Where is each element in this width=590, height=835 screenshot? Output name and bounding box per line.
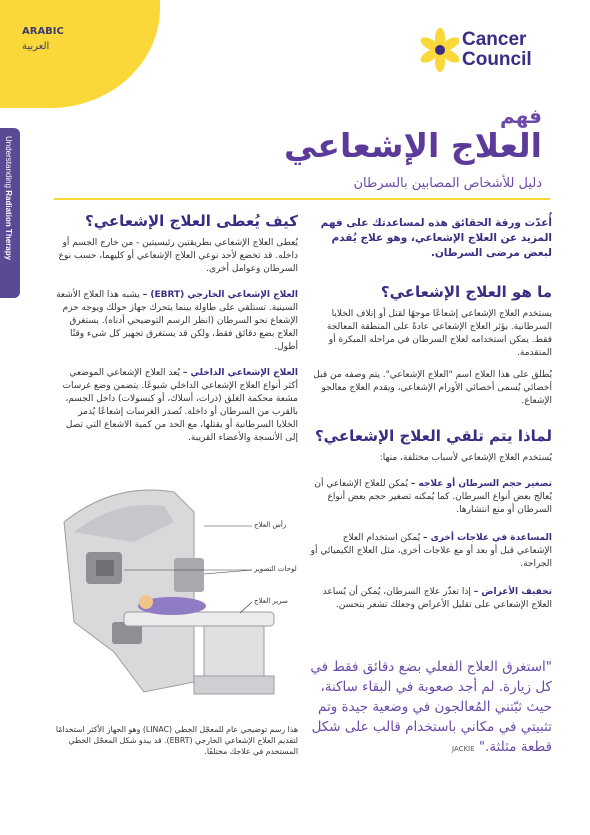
left-column	[54, 212, 298, 454]
side-tab-bold: Radiation Therapy	[4, 190, 13, 261]
ebrt-paragraph	[54, 289, 298, 354]
label-imaging-panels: لوحات التصوير	[254, 565, 297, 573]
page-subtitle: دليل للأشخاص المصابين بالسرطان	[353, 176, 542, 191]
internal-text: يُعد العلاج الإشعاعي الموضعي أكثر أنواع العلاج الإشعاعي الداخلي شيوعًا. يتضمن وضع غرسات مشعة محكمة الغلق (ذرات، أسلاك، أو كبسولات) داخل الجسم، بالقرب من السرطان أو داخله. تُصدر الغرسات إشعاعًا يُدمر الخلايا السرطانية أو يقتلها، مع الحد من كمية الاشعاع التي تصل إلى الأنسجة والأعضاء القريبة.	[62, 368, 298, 443]
header-yellow-shape	[0, 0, 160, 108]
linac-illustration	[54, 482, 298, 718]
patient-quote	[300, 657, 552, 759]
language-label-en: ARABIC	[22, 26, 64, 37]
ebrt-term: العلاج الإشعاعي الخارجي (EBRT) –	[142, 290, 298, 300]
quote-author: JACKIE	[451, 745, 475, 753]
logo-text-line2: Council	[462, 49, 532, 70]
language-label-ar: العربية	[22, 41, 50, 52]
why-item-text: يُمكن استخدام العلاج الإشعاعي قبل أو بعد أو مع علاجات أخرى، مثل العلاج الكيميائي أو الجراحة.	[310, 533, 552, 569]
why-item-text: يُمكن للعلاج الإشعاعي أن يُعالج بعض أنواع السرطان. كما يُمكنه تصغير حجم بعض أنواع السرطان أو منع انتشارها.	[314, 479, 552, 515]
side-tab-prefix: Understanding	[4, 136, 13, 191]
side-tab-text	[4, 136, 13, 260]
why-item-term: تخفيف الأعراض –	[473, 587, 552, 597]
right-column	[308, 212, 552, 621]
daffodil-icon	[420, 28, 460, 72]
why-heading: لماذا يتم تلقي العلاج الإشعاعي؟	[314, 427, 552, 445]
internal-paragraph	[54, 367, 298, 445]
why-item	[308, 532, 552, 571]
why-item	[308, 586, 552, 612]
what-heading: ما هو العلاج الإشعاعي؟	[380, 283, 552, 301]
how-heading: كيف يُعطى العلاج الإشعاعي؟	[85, 212, 298, 230]
label-treatment-bed: سرير العلاج	[254, 597, 288, 605]
how-paragraph: يُعطى العلاج الإشعاعي بطريقتين رئيسيتين - من خارج الجسم أو داخله. قد تخضع لأحد نوعي العلاج الإشعاعي أو كليهما، حسب نوع السرطان وعوامل أخرى.	[58, 238, 298, 274]
logo-text-line1: Cancer	[462, 29, 527, 50]
title-divider	[54, 198, 550, 200]
why-intro: يُستخدم العلاج الإشعاعي لأسباب مختلفة، منها:	[379, 453, 552, 463]
label-treatment-head: رأس العلاج	[254, 521, 287, 529]
intro-text: أُعدّت ورقة الحقائق هذه لمساعدتك على فهم المزيد عن العلاج الإشعاعي، وهو علاج يُقدم لبعض مرضى السرطان.	[320, 217, 552, 259]
quote-text: "استغرق العلاج الفعلي بضع دقائق فقط في كل زيارة. لم أجد صعوبة في البقاء ساكنة، حيث ثبّتني المُعالجون في وضعية جيدة وتم تثبيتي في مكاني باستخدام قالب على شكل قطعة مثلثة."	[310, 659, 552, 755]
internal-term: العلاج الإشعاعي الداخلي –	[182, 368, 298, 378]
title-prefix: فهم	[500, 104, 542, 128]
page-title: العلاج الإشعاعي	[284, 126, 542, 165]
what-paragraph-1: يستخدم العلاج الإشعاعي إشعاعًا موجهًا لقتل أو إتلاف الخلايا السرطانية. يؤثر العلاج الإشعاعي عادةً على المنطقة المعالجة فقط. يمكن استخدامه لعلاج السرطان في مراحله المبكرة أو المتقدمة.	[326, 309, 552, 358]
side-tab	[0, 128, 20, 298]
what-paragraph-2: يُطلق على هذا العلاج اسم "العلاج الإشعاعي". يتم وصفه من قبل أخصائي يُسمى أخصائي الأورام الإشعاعي، ويقدم العلاج معالجو الإشعاع.	[313, 370, 552, 406]
ebrt-text: يشبه هذا العلاج الأشعة السينية. تستلقي على طاولة بينما يتحرك جهاز حولك ويوجه حزم الإشعاع نحو السرطان (انظر الرسم التوضيحي أدناه). يستغرق العلاج بضع دقائق فقط، ولكن قد يستغرق تجهيز كل شيء وقتًا أطول.	[56, 290, 298, 352]
why-item-term: تصغير حجم السرطان أو علاجه –	[410, 479, 552, 489]
why-item	[308, 478, 552, 517]
illustration-caption: هذا رسم توضيحي عام للمعجّل الخطي (LINAC) وهو الجهاز الأكثر استخدامًا لتقديم العلاج الإشعاعي الخارجي (EBRT). قد يبدو شكل المعجّل الخطي المستخدم في علاجك مختلفًا.	[55, 725, 298, 756]
why-item-text: إذا تعذّر علاج السرطان، يُمكن أن يُساعد العلاج الإشعاعي على تقليل الأعراض وجعلك تشعر بتحسن.	[322, 587, 552, 610]
why-item-term: المساعدة في علاجات أخرى –	[422, 533, 552, 543]
cancer-council-logo	[420, 28, 560, 80]
